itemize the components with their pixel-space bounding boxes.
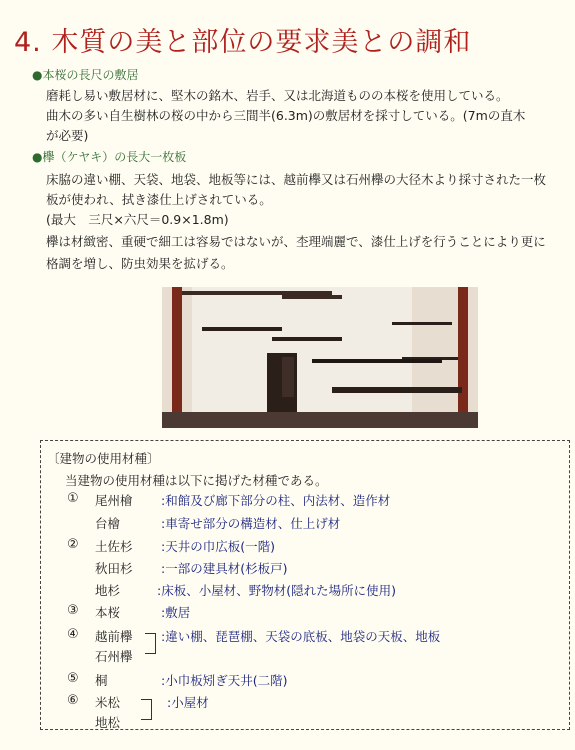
- materials-heading: 〔建物の使用材種〕: [47, 451, 160, 466]
- material-name: 桐: [95, 673, 108, 688]
- material-use: :床板、小屋材、野物材(隠れた場所に使用): [157, 583, 396, 598]
- material-name: 地松: [95, 715, 121, 730]
- material-name: 米松: [95, 695, 121, 710]
- paragraph-line: 磨耗し易い敷居材に、堅木の銘木、岩手、又は北海道ものの本桜を使用している。: [46, 88, 509, 103]
- item-number: ④: [67, 627, 79, 642]
- material-use: :敷居: [161, 605, 191, 620]
- item-number: ⑤: [67, 671, 79, 686]
- material-name: 土佐杉: [95, 539, 133, 554]
- paragraph-line: 欅は材緻密、重硬で細工は容易ではないが、杢理端麗で、漆仕上げを行うことにより更に: [46, 234, 546, 249]
- paragraph-line: が必要): [46, 128, 89, 143]
- item-number: ③: [67, 603, 79, 618]
- materials-intro: 当建物の使用材種は以下に掲げた材種である。: [65, 473, 328, 488]
- paragraph-line: 格調を増し、防虫効果を拡げる。: [46, 256, 234, 271]
- material-name: 台檜: [95, 516, 121, 531]
- group-bracket: [145, 633, 156, 654]
- section-heading: ●欅（ケヤキ）の長大一枚板: [32, 150, 187, 164]
- material-name: 石州欅: [95, 649, 133, 664]
- paragraph-line: 曲木の多い自生樹林の桜の中から三間半(6.3m)の敷居材を採寸している。(7mの直木: [46, 108, 526, 123]
- material-use: :小巾板矧ぎ天井(二階): [161, 673, 288, 688]
- material-name: 秋田杉: [95, 561, 133, 576]
- paragraph-line: 床脇の違い棚、天袋、地袋、地板等には、越前欅又は石州欅の大径木より採寸された一枚: [46, 172, 547, 187]
- item-number: ⑥: [67, 693, 79, 708]
- section-heading: ●本桜の長尺の敷居: [32, 68, 139, 82]
- paragraph-line: 板が使われ、拭き漆仕上げされている。: [46, 192, 272, 207]
- group-bracket: [141, 699, 152, 720]
- material-use: :小屋材: [167, 695, 209, 710]
- page-title: 4. 木質の美と部位の要求美との調和: [14, 27, 472, 58]
- material-name: 地杉: [95, 583, 121, 598]
- item-number: ②: [67, 537, 79, 552]
- material-name: 越前欅: [95, 629, 133, 644]
- material-use: :和館及び廊下部分の柱、内法材、造作材: [161, 493, 391, 508]
- material-name: 尾州檜: [95, 493, 133, 508]
- material-use: :違い棚、琵琶棚、天袋の底板、地袋の天板、地板: [161, 629, 441, 644]
- paragraph-line: (最大 三尺×六尺＝0.9×1.8m): [46, 212, 229, 227]
- shelf-photo: [162, 287, 478, 428]
- material-use: :一部の建具材(杉板戸): [161, 561, 288, 576]
- materials-box: [40, 440, 570, 730]
- material-use: :天井の巾広板(一階): [161, 539, 275, 554]
- item-number: ①: [67, 491, 79, 506]
- material-use: :車寄せ部分の構造材、仕上げ材: [161, 516, 341, 531]
- material-name: 本桜: [95, 605, 121, 620]
